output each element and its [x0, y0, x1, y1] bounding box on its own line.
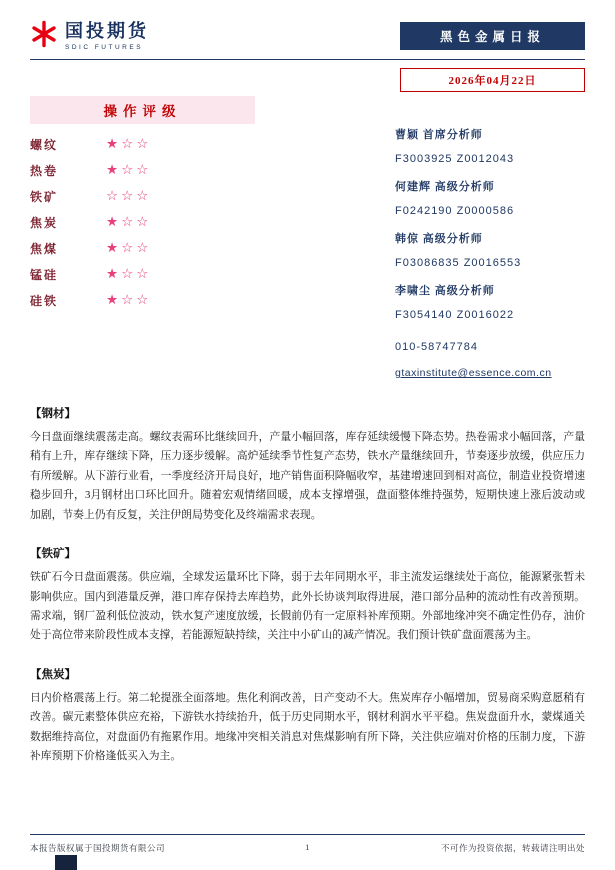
- section-heading: 【焦炭】: [30, 668, 76, 681]
- brand-name-en: SDIC FUTURES: [65, 43, 144, 51]
- report-date: 2026年04月22日: [400, 68, 585, 92]
- analyst-entry: [395, 178, 585, 217]
- analyst-codes: F3003925 Z0012043: [395, 153, 515, 165]
- analyst-codes: F3054140 Z0016022: [395, 309, 515, 321]
- section-heading: 【钢材】: [30, 408, 76, 420]
- report-header: [0, 0, 615, 59]
- commodity-name: 铁矿: [30, 190, 59, 204]
- analyst-name: 何建辉 高级分析师: [395, 181, 495, 193]
- footer-area: [30, 834, 585, 854]
- footer-disclaimer: 不可作为投资依据，转载请注明出处: [440, 843, 585, 853]
- analyst-codes: F0242190 Z0000586: [395, 205, 515, 217]
- report-section: [30, 545, 585, 646]
- rating-row: [30, 266, 255, 283]
- analysts-list: [395, 126, 585, 321]
- date-row: [0, 60, 615, 92]
- footer-corner-image: [55, 855, 77, 870]
- analyst-name: 曹颖 首席分析师: [395, 129, 483, 141]
- rating-row: [30, 162, 255, 179]
- commodity-name: 焦煤: [30, 242, 59, 256]
- contact-email[interactable]: gtaxinstitute@essence.com.cn: [395, 367, 552, 379]
- footer-copyright: 本报告版权属于国投期货有限公司: [30, 843, 166, 853]
- ratings-title: 操作评级: [30, 96, 255, 124]
- section-body: 铁矿石今日盘面震荡。供应端，全球发运量环比下降，弱于去年同期水平，非主流发运继续处于高位，能源紧张暂未影响供应。国内到港量反弹，港口库存保持去库趋势，此外长协谈判取得进展，港口部分品种的流动性有改善预期。需求端，钢厂盈利低位波动，铁水复产速度放缓，长假前仍有一定原料补库预期。外部地缘冲突不确定性仍存，油价处于高位带来阶段性成本支撑，若能源短缺持续，关注中小矿山的减产情况。我们预计铁矿盘面震荡为主。: [30, 571, 585, 642]
- star-rating: ★☆☆: [106, 265, 152, 282]
- footer: [30, 842, 585, 854]
- brand-mark-icon: [30, 20, 58, 53]
- commodity-name: 硅铁: [30, 294, 59, 308]
- star-rating: ★☆☆: [106, 239, 152, 256]
- analyst-name: 韩倞 高级分析师: [395, 233, 483, 245]
- star-rating: ★☆☆: [106, 291, 152, 308]
- analyst-codes: F03086835 Z0016553: [395, 257, 522, 269]
- star-rating: ☆☆☆: [106, 187, 152, 204]
- report-section: [30, 666, 585, 767]
- commodity-name: 热卷: [30, 164, 59, 178]
- commodity-name: 焦炭: [30, 216, 59, 230]
- star-rating: ★☆☆: [106, 213, 152, 230]
- ratings-list: [30, 136, 255, 309]
- commodity-name: 螺纹: [30, 138, 59, 152]
- top-columns: [0, 92, 615, 379]
- analyst-name: 李啸尘 高级分析师: [395, 285, 495, 297]
- star-rating: ★☆☆: [106, 161, 152, 178]
- section-body: 日内价格震荡上行。第二轮提涨全面落地。焦化利润改善，日产变动不大。焦炭库存小幅增加，贸易商采购意愿稍有改善。碳元素整体供应充裕，下游铁水持续抬升，低于历史同期水平，钢材利润水平平稳。焦炭盘面升水，蒙煤通关数据维持高位，对盘面仍有拖累作用。地缘冲突相关消息对焦煤影响有所下降，关注供应端对价格的压制力度，下游补库预期下价格逢低买入为主。: [30, 691, 585, 763]
- contact-phone: 010-58747784: [395, 341, 478, 353]
- commodity-name: 锰硅: [30, 268, 59, 282]
- rating-row: [30, 292, 255, 309]
- brand-name-cn: 国投期货: [65, 21, 149, 42]
- brand-text: [65, 22, 149, 51]
- section-body: 今日盘面继续震荡走高。螺纹表需环比继续回升，产量小幅回落，库存延续缓慢下降态势。热卷需求小幅回落，产量稍有上升，库存继续下降，压力逐步缓解。高炉延续季节性复产态势，铁水产量继续回升，节奏逐步放缓，供应压力有所缓解。从下游行业看，一季度经济开局良好，地产销售面积降幅收窄，基建增速回到相对高位，制造业投资增速稳步回升，3月钢材出口环比回升。随着宏观情绪回暖，成本支撑增强，盘面整体维持强势，短期快速上涨后波动或加剧，节奏上仍有反复，关注伊朗局势变化及终端需求表现。: [30, 431, 585, 521]
- report-title: 黑色金属日报: [400, 22, 585, 50]
- report-section: [30, 405, 585, 525]
- footer-divider: [30, 834, 585, 835]
- rating-row: [30, 240, 255, 257]
- rating-row: [30, 136, 255, 153]
- analyst-entry: [395, 230, 585, 269]
- footer-page-number: 1: [305, 842, 310, 852]
- rating-row: [30, 188, 255, 205]
- rating-row: [30, 214, 255, 231]
- report-sections: [0, 379, 615, 766]
- brand-logo: [30, 20, 149, 53]
- analysts-panel: [395, 96, 585, 379]
- ratings-panel: [30, 96, 255, 379]
- analyst-entry: [395, 282, 585, 321]
- star-rating: ★☆☆: [106, 135, 152, 152]
- section-heading: 【铁矿】: [30, 548, 76, 561]
- analyst-entry: [395, 126, 585, 165]
